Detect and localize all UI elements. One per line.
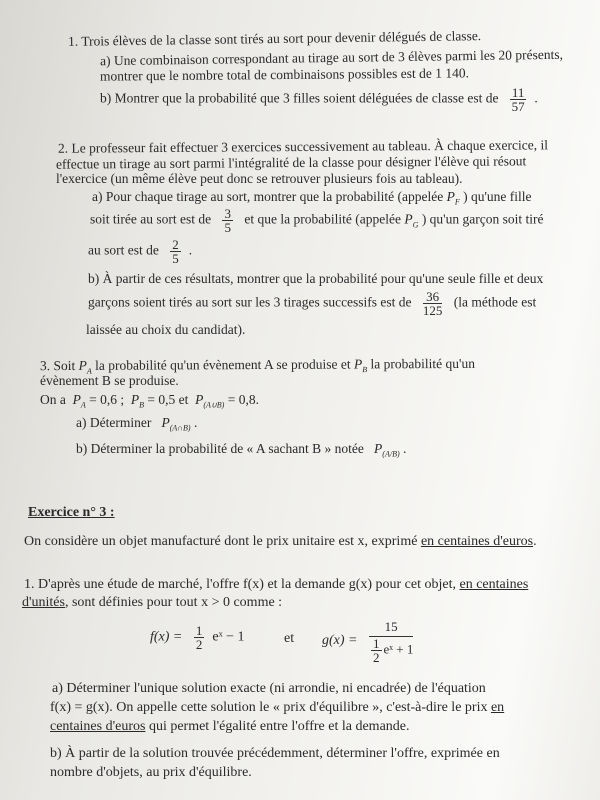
q2-b-line3: laissée au choix du candidat). [86, 322, 246, 337]
ex3-q1-line1: 1. D'après une étude de marché, l'offre f(x) et la demande g(x) pour cet objet, en centaines [24, 577, 529, 592]
q2-a-line1: a) Pour chaque tirage au sort, montrer que la probabilité (appelée $P_F$ ) qu'une fille [92, 189, 532, 207]
q1-b-text: b) Montrer que la probabilité que 3 filles soient déléguées de classe est de [100, 90, 499, 106]
q2-intro2: effectue un tirage au sort parmi l'intégralité de la classe pour désigner l'élève qui résout [55, 153, 527, 172]
q2-a-line3: au sort est de $\frac{2}{5}$ . [88, 237, 193, 266]
q2-intro1: 2. Le professeur fait effectuer 3 exercices successivement au tableau. À chaque exercice, il [57, 137, 549, 156]
q2-a-line2: soit tirée au sort est de $\frac{3}{5}$ et que la probabilité (appelée $P_G$ ) qu'un garçon soit tiré [90, 206, 544, 235]
q3-line2: évènement B se produise. [40, 373, 179, 388]
fraction-1-2: $\frac{1}{2}$ [195, 623, 203, 652]
q2-intro3: l'exercice (un même élève peut donc se retrouver plusieurs fois au tableau). [56, 171, 463, 186]
function-f: f(x) = $\frac{1}{2}$ eˣ − 1 [150, 623, 245, 652]
ex3-intro: On considère un objet manufacturé dont le prix unitaire est x, exprimé en centaines d'euros. [24, 534, 537, 549]
exercise-title: Exercice n° 3 : [28, 505, 115, 520]
q1-a-line1: a) Une combinaison correspondant au tirage au sort de 3 élèves parmi les 20 présents, [99, 46, 564, 69]
ex3-a-line2: f(x) = g(x). On appelle cette solution le « prix d'équilibre », c'est-à-dire le prix en [50, 700, 505, 715]
ex3-a-line3: centaines d'euros qui permet l'égalité entre l'offre et la demande. [50, 719, 410, 734]
q3-given: On a $P_A = 0,6$ ; $P_B = 0,5$ et $P_{(A\cup B)} = 0,8$. [40, 392, 259, 410]
fraction-11-57: $\frac{11}{57}$ [511, 85, 525, 114]
q3-line1: 3. Soit $P_A$ la probabilité qu'un évènement A se produise et $P_B$ la probabilité qu'un [39, 355, 475, 376]
q3-a: a) Déterminer $P_{(A\cap B)}$ . [76, 415, 198, 433]
et-label: et [284, 631, 295, 646]
fraction-3-5: $\frac{3}{5}$ [224, 206, 231, 235]
ex3-q1-line2: d'unités, sont définies pour tout x > 0 comme : [22, 595, 283, 610]
fraction-2-5: $\frac{2}{5}$ [172, 237, 179, 266]
function-g: g(x) = 15 $\frac{1}{2}$ eˣ + 1 [322, 619, 414, 665]
fraction-36-125: $\frac{36}{125}$ [422, 289, 443, 318]
q3-b: b) Déterminer la probabilité de « A sachant B » notée $P_{(A/B)}$ . [76, 441, 407, 459]
ex3-b-line2: nombre d'objets, au prix d'équilibre. [50, 765, 252, 780]
q1-b: b) Montrer que la probabilité que 3 filles soient déléguées de classe est de $\frac{11}{57}$ . [100, 85, 538, 114]
ex3-b-line1: b) À partir de la solution trouvée précédemment, déterminer l'offre, exprimée en [50, 746, 500, 761]
fraction-g: 15 $\frac{1}{2}$ eˣ + 1 [369, 618, 413, 664]
q1-a-line2: montrer que le nombre total de combinaisons possibles est de 1 140. [99, 65, 469, 84]
q2-b-line2: garçons soient tirés au sort sur les 3 tirages successifs est de $\frac{36}{125}$ (la méthode est [88, 289, 537, 318]
ex3-a-line1: a) Déterminer l'unique solution exacte (ni arrondie, ni encadrée) de l'équation [52, 681, 486, 696]
q2-b-line1: b) À partir de ces résultats, montrer que la probabilité pour qu'une seule fille et deux [88, 271, 544, 286]
q1-intro: 1. Trois élèves de la classe sont tirés au sort pour devenir délégués de classe. [67, 28, 482, 49]
